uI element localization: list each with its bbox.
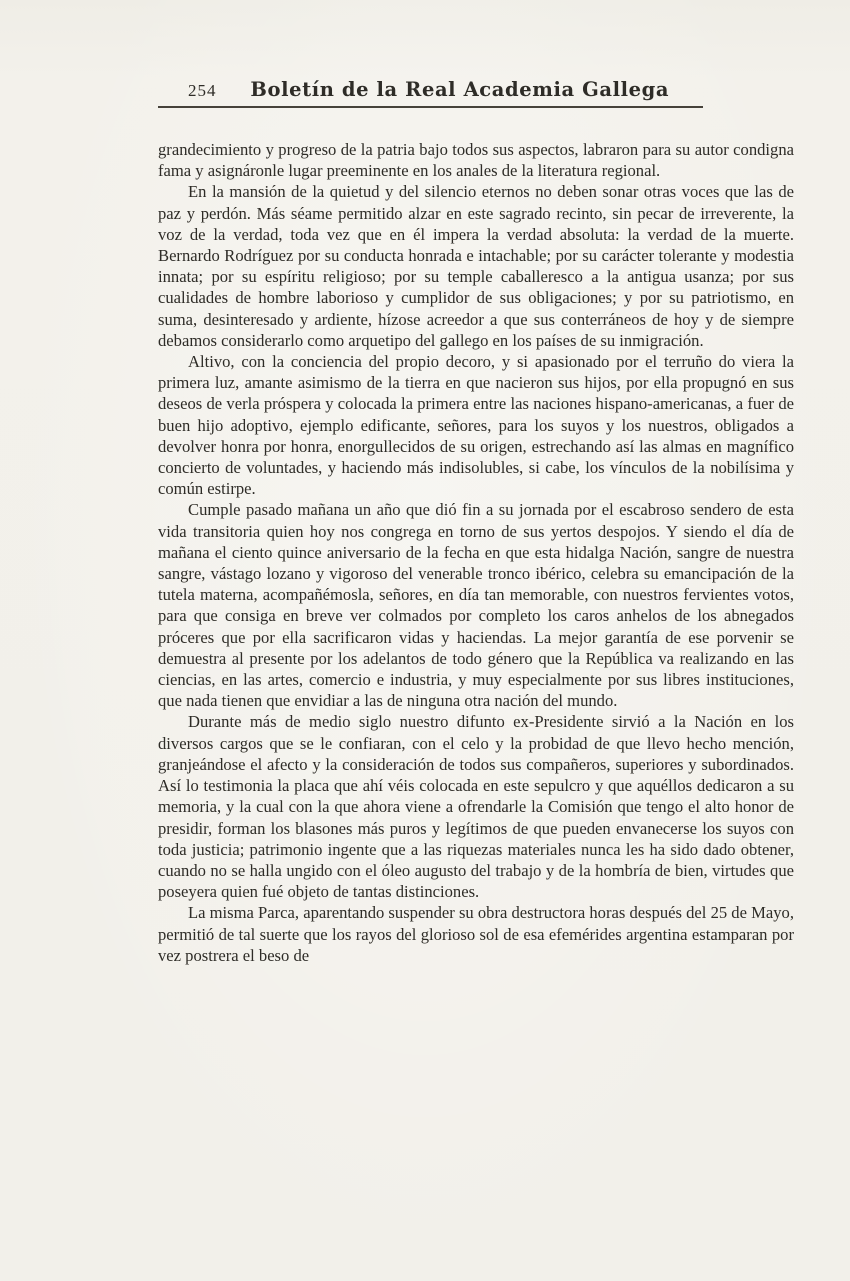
body-paragraph: La misma Parca, aparentando suspender su obra destructora horas después del 25 de Mayo, permitió de tal suerte que los rayos del glorioso sol de esa efemérides argentina estamparan por vez postrera el beso de bbox=[158, 903, 794, 965]
journal-title: Boletín de la Real Academia Gallega bbox=[250, 78, 670, 101]
body-paragraph: grandecimiento y progreso de la patria bajo todos sus aspectos, labraron para su autor condigna fama y asignáronle lugar preeminente en los anales de la literatura regional. bbox=[158, 140, 794, 181]
body-text bbox=[158, 139, 794, 966]
body-paragraph: Cumple pasado mañana un año que dió fin a su jornada por el escabroso sendero de esta vida transitoria quien hoy nos congrega en torno de sus yertos despojos. Y siendo el día de mañana el ciento quince aniversario de la fecha en que esta hidalga Nación, sangre de nuestra sangre, vástago lozano y vigoroso del venerable tronco ibérico, celebra su emancipación de la tutela materna, acompañémosla, señores, en día tan memorable, con nuestros fervientes votos, para que consiga en breve ver colmados por completo los caros anhelos de los abnegados próceres que por ella sacrificaron vidas y haciendas. La mejor garantía de ese porvenir se demuestra al presente por los adelantos de todo género que la República va realizando en las ciencias, en las artes, comercio e industria, y muy especialmente por sus libres instituciones, que nada tienen que envidiar a las de ninguna otra nación del mundo. bbox=[158, 500, 794, 711]
body-paragraph: Altivo, con la conciencia del propio decoro, y si apasionado por el terruño do viera la primera luz, amante asimismo de la tierra en que nacieron sus hijos, por ella propugnó en sus deseos de verla próspera y colocada la primera entre las naciones hispano-americanas, a fuer de buen hijo adoptivo, ejemplo edificante, señores, para los suyos y los nuestros, obligados a devolver honra por honra, enorgullecidos de su origen, estrechando así las almas en magnífico concierto de voluntades, y haciendo más indisolubles, si cabe, los vínculos de la nobilísima y común estirpe. bbox=[158, 352, 794, 499]
page-number: 254 bbox=[188, 81, 217, 100]
page-header bbox=[158, 78, 703, 108]
body-paragraph: Durante más de medio siglo nuestro difunto ex-Presidente sirvió a la Nación en los diversos cargos que se le confiaran, con el celo y la probidad de que llevo hecho mención, granjeándose el afecto y la consideración de todos sus compañeros, superiores y subordinados. Así lo testimonia la placa que ahí véis colocada en este sepulcro y que aquéllos dedicaron a su memoria, y la cual con la que ahora viene a ofrendarle la Comisión que tengo el alto honor de presidir, forman los blasones más puros y legítimos de que pueden envanecerse los suyos con toda justicia; patrimonio ingente que a las riquezas materiales nunca les ha sido dado obtener, cuando no se halla ungido con el óleo augusto del trabajo y de la hombría de bien, virtudes que poseyera quien fué objeto de tantas distinciones. bbox=[158, 712, 794, 902]
body-paragraph: En la mansión de la quietud y del silencio eternos no deben sonar otras voces que las de paz y perdón. Más séame permitido alzar en este sagrado recinto, sin pecar de irreverente, la voz de la verdad, toda vez que en él impera la verdad absoluta: la verdad de la muerte. Bernardo Rodríguez por su conducta honrada e intachable; por su carácter tolerante y modestia innata; por su espíritu religioso; por su temple caballeresco a la antigua usanza; por sus cualidades de hombre laborioso y cumplidor de sus obligaciones; y por su patriotismo, en suma, desinteresado y ardiente, hízose acreedor a que sus conterráneos de hoy y de siempre debamos considerarlo como arquetipo del gallego en los países de su inmigración. bbox=[158, 182, 794, 350]
page-content bbox=[158, 78, 794, 966]
